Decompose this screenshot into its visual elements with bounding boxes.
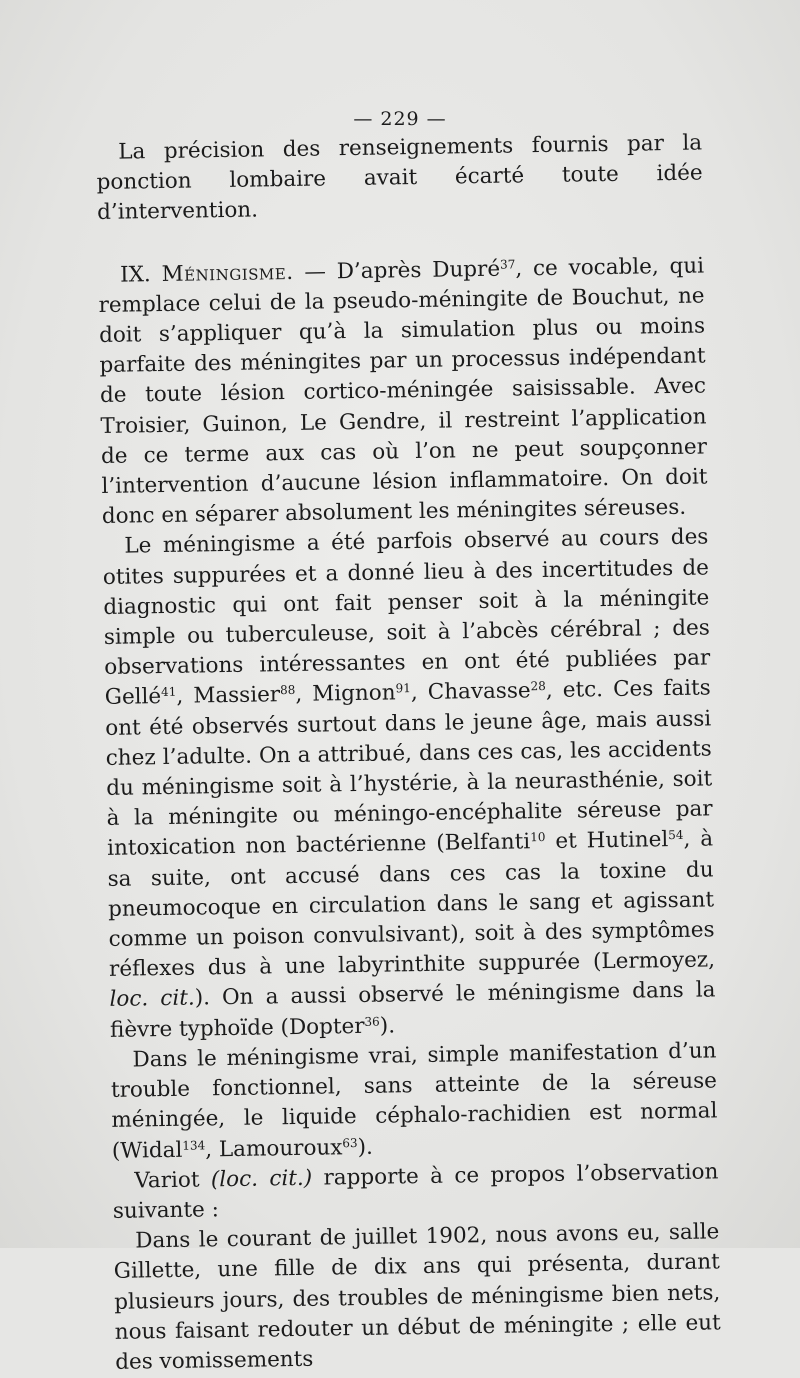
- section-heading: Méningisme.: [161, 259, 294, 287]
- reference-number: 54: [668, 828, 684, 843]
- page-body: [96, 128, 721, 1377]
- paragraph-meningisme: IX. Méningisme. — D’après Dupré$^{37}$, ce vocable, qui remplace celui de la pseudo-méningite de Bouchut, ne doit s’appliquer qu’à la simulation plus ou moins parfaite des méningites par un processus indépendant de toute lésion cortico-méningée saisissable. Avec Troisier, Guinon, Le Gendre, il restreint l’application de ce terme aux cas où l’on ne peut soupçonner l’intervention d’aucune lésion inflammatoire. On doit donc en séparer absolument les méningites séreuses.: [98, 253, 708, 530]
- reference-number: 36: [364, 1014, 380, 1029]
- paragraph-4: Dans le méningisme vrai, simple manifestation d’un trouble fonctionnel, sans atteinte de la séreuse méningée, le liquide céphalo-rachidien est normal (Widal$^{134}$, Lamouroux$^{63}$).: [110, 1038, 718, 1164]
- paragraph-3: Le méningisme a été parfois observé au cours des otites suppurées et a donné lieu à des incertitudes de diagnostic qui ont fait penser soit à la méningite simple ou tuberculeuse, soit à l’abcès cérébral ; des observations intéressantes en ont été publiées par Gellé$^{41}$, Massier$^{88}$, Mignon$^{91}$, Chavasse$^{28}$, etc. Ces faits ont été observés surtout dans le jeune âge, mais aussi chez l’adulte. On a attribué, dans ces cas, les accidents du méningisme soit à l’hystérie, à la neurasthénie, soit à la méningite ou méningo-encéphalite séreuse par intoxication non bactérienne (Belfanti$^{10}$ et Hutinel$^{54}$, à sa suite, ont accusé dans ces cas la toxine du pneumocoque en circulation dans le sang et agissant comme un poison convulsivant), soit à des symptômes réflexes dus à une labyrinthite suppurée (Lermoyez, loc. cit.). On a aussi observé le méningisme dans la fièvre typhoïde (Dopter$^{36}$).: [102, 524, 716, 1043]
- paragraph-5: Variot (loc. cit.) rapporte à ce propos l’observation suivante :: [112, 1159, 719, 1224]
- section-numeral: IX.: [119, 261, 151, 288]
- italic-citation: loc. cit.: [109, 986, 195, 1013]
- reference-number: 10: [530, 830, 546, 845]
- reference-number: 91: [395, 681, 411, 696]
- paragraph-6: Dans le courant de juillet 1902, nous avons eu, salle Gillette, une fille de dix ans qui présenta, durant plusieurs jours, des troubles de méningisme bien nets, nous faisant redouter un début de méningite ; elle eut des vomissements: [113, 1219, 721, 1375]
- italic-citation: (loc. cit.): [210, 1165, 313, 1193]
- page-number: — 229 —: [353, 108, 447, 130]
- reference-number: 134: [182, 1137, 206, 1153]
- reference-number: 63: [342, 1135, 358, 1150]
- reference-number: 41: [160, 685, 177, 700]
- reference-number: 88: [279, 683, 296, 698]
- reference-number: 37: [499, 257, 516, 272]
- paragraph-1: La précision des renseignements fournis par la ponction lombaire avait écarté toute idée d’intervention.: [96, 130, 703, 226]
- reference-number: 28: [530, 679, 546, 694]
